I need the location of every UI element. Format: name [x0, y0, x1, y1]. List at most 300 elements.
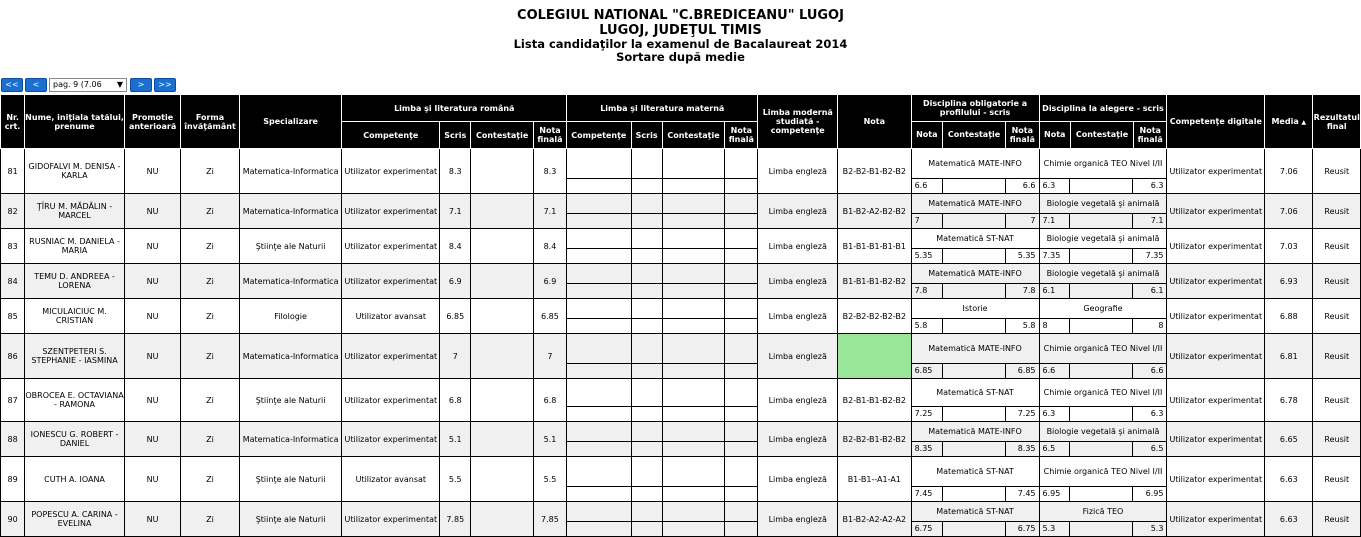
col-mat-scris: Scris	[631, 122, 662, 149]
row-al-subject: Chimie organică TEO Nivel I/II	[1040, 457, 1167, 487]
row-al-nota: 6.95	[1040, 487, 1071, 501]
row-obl-cell	[911, 457, 1039, 502]
row-comp-digitale: Utilizator experimentat	[1167, 229, 1265, 264]
row-promotie: NU	[124, 379, 180, 422]
row-rom-nota-finala: 7.85	[533, 502, 566, 537]
row-rezultat: Reusit	[1313, 422, 1361, 457]
row-mat-nota-finala	[725, 334, 758, 379]
row-limba-moderna: Limba engleză	[758, 379, 838, 422]
row-media: 6.81	[1265, 334, 1313, 379]
next-page-button[interactable]: >	[130, 78, 152, 92]
row-obl-nota: 7	[912, 214, 943, 228]
row-mat-competente	[567, 502, 631, 537]
col-promotie: Promotie anterioară	[124, 95, 180, 149]
row-obl-nota: 6.75	[912, 522, 943, 536]
col-rom-scris: Scris	[440, 122, 471, 149]
row-nume: OBROCEA E. OCTAVIANA - RAMONA	[25, 379, 125, 422]
row-comp-digitale: Utilizator experimentat	[1167, 422, 1265, 457]
row-mat-contestatie	[662, 334, 724, 379]
row-forma: Zi	[181, 502, 239, 537]
row-rom-competente: Utilizator experimentat	[342, 379, 440, 422]
col-limba-materna: Limba şi literatura maternă	[567, 95, 758, 122]
row-rom-scris: 7	[440, 334, 471, 379]
row-al-cell	[1039, 194, 1167, 229]
row-limba-moderna: Limba engleză	[758, 422, 838, 457]
row-limba-moderna: Limba engleză	[758, 334, 838, 379]
row-al-nota: 6.3	[1040, 179, 1071, 193]
row-al-contestatie	[1070, 487, 1133, 501]
row-rom-competente: Utilizator avansat	[342, 299, 440, 334]
row-obl-cell	[911, 229, 1039, 264]
row-promotie: NU	[124, 264, 180, 299]
row-mat-competente	[567, 379, 631, 422]
row-media: 6.63	[1265, 502, 1313, 537]
col-nume: Nume, iniţiala tatălui, prenume	[25, 95, 125, 149]
row-obl-subject: Matematică MATE-INFO	[912, 149, 1039, 179]
row-rom-competente: Utilizator experimentat	[342, 229, 440, 264]
row-al-nota: 6.3	[1040, 407, 1071, 421]
col-forma: Forma învăţământ	[181, 95, 239, 149]
row-rom-nota-finala: 7	[533, 334, 566, 379]
col-obl-contestatie: Contestaţie	[943, 122, 1006, 148]
row-rom-competente: Utilizator experimentat	[342, 422, 440, 457]
row-rezultat: Reusit	[1313, 194, 1361, 229]
col-nr: Nr. crt.	[1, 95, 25, 149]
table-row	[1, 422, 1361, 457]
location-title: LUGOJ, JUDEŢUL TIMIS	[599, 23, 762, 38]
row-al-nota-finala: 6.5	[1150, 444, 1164, 453]
row-rom-scris: 8.3	[440, 149, 471, 194]
row-promotie: NU	[124, 457, 180, 502]
col-limba-romana: Limba şi literatura română	[342, 95, 567, 122]
row-rezultat: Reusit	[1313, 457, 1361, 502]
row-nota: B2-B1-B1-B2-B2	[838, 379, 912, 422]
row-mat-nota-finala	[725, 299, 758, 334]
row-mat-scris	[631, 149, 662, 194]
row-media: 6.93	[1265, 264, 1313, 299]
row-limba-moderna: Limba engleză	[758, 264, 838, 299]
row-obl-cell	[911, 422, 1039, 457]
col-nota: Nota	[838, 95, 912, 149]
row-obl-subject: Matematică ST-NAT	[912, 457, 1039, 487]
row-forma: Zi	[181, 149, 239, 194]
row-rom-nota-finala: 8.3	[533, 149, 566, 194]
row-al-subject: Geografie	[1040, 299, 1167, 319]
row-mat-nota-finala	[725, 229, 758, 264]
row-mat-competente	[567, 299, 631, 334]
row-rezultat: Reusit	[1313, 334, 1361, 379]
row-mat-nota-finala	[725, 457, 758, 502]
table-row	[1, 229, 1361, 264]
col-obl-nota-finala: Nota finală	[1009, 126, 1035, 144]
row-rom-scris: 6.85	[440, 299, 471, 334]
row-nota: B1-B1--A1-A1	[838, 457, 912, 502]
row-rom-contestatie	[471, 299, 533, 334]
row-promotie: NU	[124, 334, 180, 379]
row-al-nota: 7.35	[1040, 249, 1071, 263]
row-forma: Zi	[181, 422, 239, 457]
row-comp-digitale: Utilizator experimentat	[1167, 334, 1265, 379]
col-rom-nota-finala: Nota finală	[533, 122, 566, 149]
col-mat-contestatie: Contestaţie	[662, 122, 724, 149]
row-al-nota: 5.3	[1040, 522, 1071, 536]
row-nume: CUTH A. IOANA	[25, 457, 125, 502]
row-nota: B1-B2-A2-B2-B2	[838, 194, 912, 229]
row-obl-subject: Matematică ST-NAT	[912, 229, 1039, 249]
row-rom-nota-finala: 5.5	[533, 457, 566, 502]
row-mat-nota-finala	[725, 149, 758, 194]
row-al-nota-finala: 5.3	[1150, 524, 1164, 533]
row-rom-nota-finala: 6.8	[533, 379, 566, 422]
row-al-nota-finala: 6.3	[1150, 181, 1164, 190]
row-mat-contestatie	[662, 379, 724, 422]
row-comp-digitale: Utilizator experimentat	[1167, 149, 1265, 194]
row-mat-scris	[631, 194, 662, 229]
row-comp-digitale: Utilizator experimentat	[1167, 502, 1265, 537]
row-forma: Zi	[181, 299, 239, 334]
row-nr: 87	[1, 379, 25, 422]
row-rom-competente: Utilizator experimentat	[342, 194, 440, 229]
row-rom-contestatie	[471, 334, 533, 379]
col-disc-obl: Disciplina obligatorie a profilului - scris	[911, 95, 1039, 122]
row-nota: B1-B1-B1-B2-B2	[838, 264, 912, 299]
row-al-nota-finala: 6.3	[1150, 409, 1164, 418]
row-rom-nota-finala: 7.1	[533, 194, 566, 229]
row-al-contestatie	[1070, 364, 1133, 378]
row-limba-moderna: Limba engleză	[758, 502, 838, 537]
table-row	[1, 299, 1361, 334]
col-obl-sub	[911, 122, 1039, 149]
table-row	[1, 502, 1361, 537]
row-nr: 83	[1, 229, 25, 264]
row-rezultat: Reusit	[1313, 229, 1361, 264]
list-title: Lista candidaţilor la examenul de Bacalaureat 2014	[513, 37, 848, 51]
col-disc-alegere: Disciplina la alegere - scris	[1039, 95, 1167, 122]
row-rom-competente: Utilizator experimentat	[342, 334, 440, 379]
row-nume: IONESCU G. ROBERT - DANIEL	[25, 422, 125, 457]
row-rom-competente: Utilizator avansat	[342, 457, 440, 502]
row-mat-competente	[567, 194, 631, 229]
row-limba-moderna: Limba engleză	[758, 149, 838, 194]
row-obl-nota-finala: 6.6	[1022, 181, 1036, 190]
row-al-nota-finala: 7.35	[1145, 251, 1164, 260]
prev-page-button[interactable]: <	[25, 78, 47, 92]
sort-asc-icon: ▲	[1301, 118, 1307, 126]
row-nume: GIDOFALVI M. DENISA - KARLA	[25, 149, 125, 194]
row-mat-scris	[631, 229, 662, 264]
row-promotie: NU	[124, 422, 180, 457]
row-obl-contestatie	[943, 214, 1006, 228]
table-row	[1, 379, 1361, 422]
row-al-subject: Biologie vegetală şi animală	[1040, 194, 1167, 214]
row-comp-digitale: Utilizator experimentat	[1167, 457, 1265, 502]
row-obl-contestatie	[943, 319, 1006, 333]
row-al-cell	[1039, 229, 1167, 264]
row-al-nota-finala: 7.1	[1150, 216, 1164, 225]
row-rom-scris: 7.85	[440, 502, 471, 537]
row-obl-nota-finala: 6.85	[1017, 366, 1036, 375]
row-al-subject: Chimie organică TEO Nivel I/II	[1040, 379, 1167, 407]
row-obl-subject: Matematică MATE-INFO	[912, 194, 1039, 214]
row-al-subject: Biologie vegetală şi animală	[1040, 422, 1167, 442]
row-media: 6.78	[1265, 379, 1313, 422]
row-obl-cell	[911, 149, 1039, 194]
row-al-cell	[1039, 334, 1167, 379]
col-al-sub	[1039, 122, 1167, 149]
row-mat-competente	[567, 422, 631, 457]
row-mat-nota-finala	[725, 264, 758, 299]
row-rezultat: Reusit	[1313, 299, 1361, 334]
row-specializare: Matematica-Informatica	[239, 334, 342, 379]
row-rom-contestatie	[471, 194, 533, 229]
row-rom-scris: 6.8	[440, 379, 471, 422]
row-specializare: Matematica-Informatica	[239, 264, 342, 299]
col-mat-competente: Competenţe	[567, 122, 631, 149]
row-nume: TEMU D. ANDREEA - LORENA	[25, 264, 125, 299]
row-specializare: Filologie	[239, 299, 342, 334]
row-forma: Zi	[181, 457, 239, 502]
row-rom-scris: 5.5	[440, 457, 471, 502]
row-nume: RUSNIAC M. DANIELA - MARIA	[25, 229, 125, 264]
row-nr: 81	[1, 149, 25, 194]
last-page-button[interactable]: >>	[154, 78, 176, 92]
row-al-nota-finala: 6.6	[1150, 366, 1164, 375]
row-al-subject: Chimie organică TEO Nivel I/II	[1040, 334, 1167, 364]
table-row	[1, 194, 1361, 229]
col-media-label: Media	[1271, 116, 1299, 126]
row-rom-nota-finala: 8.4	[533, 229, 566, 264]
page-select[interactable]	[49, 78, 127, 92]
row-rom-nota-finala: 6.9	[533, 264, 566, 299]
row-forma: Zi	[181, 379, 239, 422]
row-nume: SZENTPETERI S. STEPHANIE - IASMINA	[25, 334, 125, 379]
row-media: 7.06	[1265, 149, 1313, 194]
row-nota: B2-B2-B1-B2-B2	[838, 149, 912, 194]
row-specializare: Matematica-Informatica	[239, 194, 342, 229]
row-obl-nota: 5.35	[912, 249, 943, 263]
row-obl-nota-finala: 8.35	[1017, 444, 1036, 453]
row-specializare: Ştiinţe ale Naturii	[239, 457, 342, 502]
col-rezultat: Rezultatul final	[1313, 95, 1361, 149]
row-specializare: Ştiinţe ale Naturii	[239, 502, 342, 537]
row-rezultat: Reusit	[1313, 379, 1361, 422]
row-rom-nota-finala: 5.1	[533, 422, 566, 457]
row-nota: B2-B2-B1-B2-B2	[838, 422, 912, 457]
row-rom-nota-finala: 6.85	[533, 299, 566, 334]
row-rom-competente: Utilizator experimentat	[342, 149, 440, 194]
row-obl-subject: Matematică MATE-INFO	[912, 422, 1039, 442]
row-promotie: NU	[124, 229, 180, 264]
row-al-cell	[1039, 457, 1167, 502]
row-nota	[838, 334, 912, 379]
row-promotie: NU	[124, 149, 180, 194]
table-body	[1, 149, 1361, 537]
row-al-cell	[1039, 422, 1167, 457]
row-obl-contestatie	[943, 364, 1006, 378]
row-mat-competente	[567, 149, 631, 194]
row-nota: B2-B2-B2-B2-B2	[838, 299, 912, 334]
col-rom-competente: Competenţe	[342, 122, 440, 149]
row-al-contestatie	[1070, 284, 1133, 298]
row-mat-competente	[567, 334, 631, 379]
row-specializare: Matematica-Informatica	[239, 422, 342, 457]
row-obl-nota: 8.35	[912, 442, 943, 456]
row-comp-digitale: Utilizator experimentat	[1167, 379, 1265, 422]
row-comp-digitale: Utilizator experimentat	[1167, 194, 1265, 229]
col-rom-contestatie: Contestaţie	[471, 122, 533, 149]
row-obl-nota-finala: 7.8	[1022, 286, 1036, 295]
row-comp-digitale: Utilizator experimentat	[1167, 264, 1265, 299]
row-obl-nota-finala: 7.25	[1017, 409, 1036, 418]
row-media: 6.88	[1265, 299, 1313, 334]
row-media: 7.03	[1265, 229, 1313, 264]
row-nr: 89	[1, 457, 25, 502]
row-al-contestatie	[1070, 442, 1133, 456]
row-limba-moderna: Limba engleză	[758, 194, 838, 229]
row-media: 6.63	[1265, 457, 1313, 502]
row-al-nota: 6.1	[1040, 284, 1071, 298]
table-row	[1, 334, 1361, 379]
row-mat-contestatie	[662, 264, 724, 299]
row-obl-contestatie	[943, 407, 1006, 421]
row-obl-nota-finala: 7	[1030, 216, 1036, 225]
row-obl-subject: Matematică ST-NAT	[912, 379, 1039, 407]
sort-title: Sortare după medie	[616, 50, 745, 64]
row-al-cell	[1039, 502, 1167, 537]
row-al-cell	[1039, 149, 1167, 194]
row-mat-competente	[567, 229, 631, 264]
row-mat-contestatie	[662, 422, 724, 457]
row-limba-moderna: Limba engleză	[758, 457, 838, 502]
row-al-cell	[1039, 299, 1167, 334]
row-al-subject: Fizică TEO	[1040, 502, 1167, 522]
row-rom-contestatie	[471, 264, 533, 299]
row-al-nota: 8	[1040, 319, 1071, 333]
dropdown-arrow-icon: ▼	[116, 80, 123, 89]
row-obl-nota: 6.85	[912, 364, 943, 378]
row-obl-contestatie	[943, 487, 1006, 501]
row-al-nota-finala: 6.1	[1150, 286, 1164, 295]
row-obl-cell	[911, 379, 1039, 422]
row-nume: ŢÎRU M. MĂDĂLIN - MARCEL	[25, 194, 125, 229]
row-mat-scris	[631, 457, 662, 502]
row-al-nota-finala: 8	[1158, 321, 1164, 330]
row-nr: 85	[1, 299, 25, 334]
row-obl-nota: 5.8	[912, 319, 943, 333]
row-al-cell	[1039, 379, 1167, 422]
row-al-nota: 6.6	[1040, 364, 1071, 378]
col-mat-nota-finala: Nota finală	[725, 122, 758, 149]
row-promotie: NU	[124, 194, 180, 229]
row-nr: 82	[1, 194, 25, 229]
row-al-cell	[1039, 264, 1167, 299]
row-mat-nota-finala	[725, 422, 758, 457]
row-specializare: Ştiinţe ale Naturii	[239, 229, 342, 264]
row-al-contestatie	[1070, 319, 1133, 333]
row-obl-cell	[911, 299, 1039, 334]
row-al-contestatie	[1070, 407, 1133, 421]
row-forma: Zi	[181, 334, 239, 379]
row-rom-scris: 7.1	[440, 194, 471, 229]
row-promotie: NU	[124, 502, 180, 537]
col-al-nota-finala: Nota finală	[1137, 126, 1163, 144]
row-obl-nota: 7.45	[912, 487, 943, 501]
row-mat-nota-finala	[725, 194, 758, 229]
row-rezultat: Reusit	[1313, 264, 1361, 299]
first-page-button[interactable]: <<	[1, 78, 23, 92]
row-obl-nota-finala: 5.8	[1022, 321, 1036, 330]
row-al-nota: 6.5	[1040, 442, 1071, 456]
row-nume: MICULAICIUC M. CRISTIAN	[25, 299, 125, 334]
row-limba-moderna: Limba engleză	[758, 229, 838, 264]
row-obl-nota: 6.6	[912, 179, 943, 193]
row-obl-nota-finala: 6.75	[1017, 524, 1036, 533]
row-mat-scris	[631, 502, 662, 537]
row-obl-contestatie	[943, 249, 1006, 263]
row-mat-contestatie	[662, 457, 724, 502]
row-mat-contestatie	[662, 194, 724, 229]
row-nume: POPESCU A. CARINA - EVELINA	[25, 502, 125, 537]
row-mat-scris	[631, 334, 662, 379]
page-select-value: pag. 9 (7.06	[53, 80, 102, 89]
row-al-contestatie	[1070, 249, 1133, 263]
col-al-contestatie: Contestaţie	[1071, 122, 1134, 148]
col-al-nota: Nota	[1040, 122, 1072, 148]
row-limba-moderna: Limba engleză	[758, 299, 838, 334]
row-mat-competente	[567, 264, 631, 299]
row-al-contestatie	[1070, 179, 1133, 193]
row-al-contestatie	[1070, 214, 1133, 228]
pagination	[1, 78, 178, 92]
row-rom-competente: Utilizator experimentat	[342, 502, 440, 537]
row-mat-scris	[631, 264, 662, 299]
row-al-nota-finala: 6.95	[1145, 489, 1164, 498]
row-rom-competente: Utilizator experimentat	[342, 264, 440, 299]
row-obl-nota: 7.8	[912, 284, 943, 298]
row-obl-subject: Istorie	[912, 299, 1039, 319]
row-rom-contestatie	[471, 457, 533, 502]
row-mat-contestatie	[662, 502, 724, 537]
row-al-subject: Biologie vegetală şi animală	[1040, 264, 1167, 284]
row-rom-contestatie	[471, 149, 533, 194]
col-limba-moderna: Limba modernă studiată - competenţe	[758, 95, 838, 149]
row-obl-cell	[911, 194, 1039, 229]
row-obl-cell	[911, 334, 1039, 379]
row-obl-contestatie	[943, 179, 1006, 193]
row-obl-subject: Matematică MATE-INFO	[912, 264, 1039, 284]
row-obl-cell	[911, 264, 1039, 299]
row-mat-nota-finala	[725, 379, 758, 422]
row-rom-contestatie	[471, 229, 533, 264]
row-nr: 88	[1, 422, 25, 457]
row-mat-scris	[631, 379, 662, 422]
row-forma: Zi	[181, 264, 239, 299]
row-obl-subject: Matematică MATE-INFO	[912, 334, 1039, 364]
row-rom-contestatie	[471, 422, 533, 457]
col-media[interactable]	[1265, 95, 1313, 149]
row-forma: Zi	[181, 194, 239, 229]
row-al-subject: Chimie organică TEO Nivel I/II	[1040, 149, 1167, 179]
col-obl-nota: Nota	[912, 122, 944, 148]
row-obl-nota: 7.25	[912, 407, 943, 421]
row-rom-scris: 6.9	[440, 264, 471, 299]
row-al-subject: Biologie vegetală şi animală	[1040, 229, 1167, 249]
row-obl-contestatie	[943, 442, 1006, 456]
row-mat-contestatie	[662, 149, 724, 194]
row-specializare: Matematica-Informatica	[239, 149, 342, 194]
row-nr: 84	[1, 264, 25, 299]
col-specializare: Specializare	[239, 95, 342, 149]
